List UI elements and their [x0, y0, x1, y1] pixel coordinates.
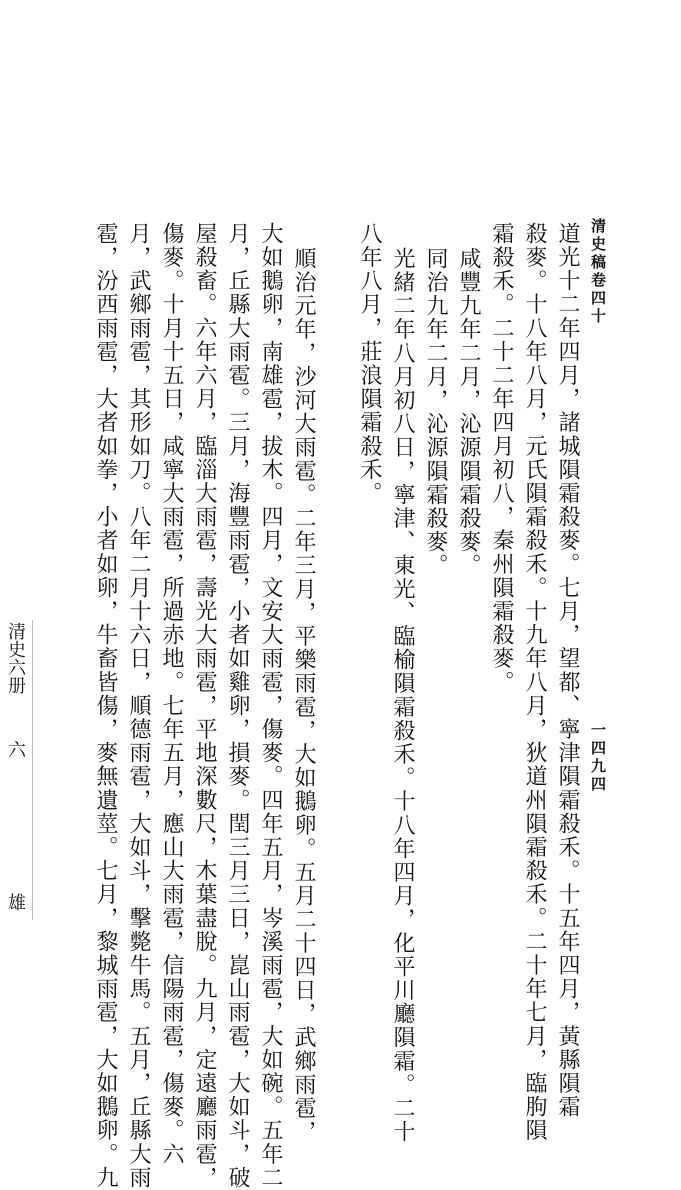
- printer-mark: 雄: [5, 893, 26, 911]
- text-column: 月，武鄉雨雹，其形如刀。八年二月十六日，順德雨雹，大如斗，擊斃牛馬。五月，丘縣大雨: [126, 222, 151, 1190]
- volume-label: 清史六册: [5, 622, 26, 694]
- text-column: 傷麥。十月十五日，咸寧大雨雹，所過赤地。七年五月，應山大雨雹，信陽雨雹，傷麥。六: [159, 222, 184, 1166]
- text-column: 雹，汾西雨雹，大者如拳，小者如卵，牛畜皆傷，麥無遺莖。七月，黎城雨雹，大如鵝卵。九: [93, 222, 118, 1190]
- text-column: 八年八月，莊浪隕霜殺禾。: [357, 222, 382, 506]
- text-column: 霜殺禾。二十二年四月初八，秦州隕霜殺麥。: [489, 222, 514, 694]
- text-column: 順治元年，沙河大雨雹。二年三月，平樂雨雹，大如鵝卵。五月二十四日，武鄉雨雹，: [291, 247, 316, 1144]
- text-column: 同治九年二月，沁源隕霜殺麥。: [423, 247, 448, 578]
- text-column: 咸豐九年二月，沁源隕霜殺麥。: [456, 247, 481, 578]
- text-column: 殺麥。十八年八月，元氏隕霜殺禾。十九年八月，狄道州隕霜殺禾。二十年七月，臨朐隕: [522, 222, 547, 1143]
- text-column: 道光十二年四月，諸城隕霜殺麥。七月，望都、寧津隕霜殺禾。十五年四月，黃縣隕霜: [555, 222, 580, 1119]
- running-title: 清史稿卷四十: [589, 218, 607, 326]
- text-column: 月，丘縣大雨雹。三月，海豐雨雹，小者如雞卵，損麥。閏三月三日，崑山雨雹，大如斗，破: [225, 222, 250, 1190]
- page-number: 一四九四: [589, 722, 607, 794]
- margin-line: [32, 620, 33, 920]
- sheet-number: 六: [5, 740, 26, 758]
- text-column: 光緒二年八月初八日，寧津、東光、臨榆隕霜殺禾。十八年四月，化平川廳隕霜。二十: [390, 247, 415, 1144]
- text-column: 屋殺畜。六年六月，臨淄大雨雹，壽光大雨雹，平地深數尺，木葉盡脫。九月，定遠廳雨雹，: [192, 222, 217, 1190]
- text-column: 大如鵝卵，南雄雹，拔木。四月，文安大雨雹，傷麥。四年五月，岑溪雨雹，大如碗。五年二: [258, 222, 283, 1190]
